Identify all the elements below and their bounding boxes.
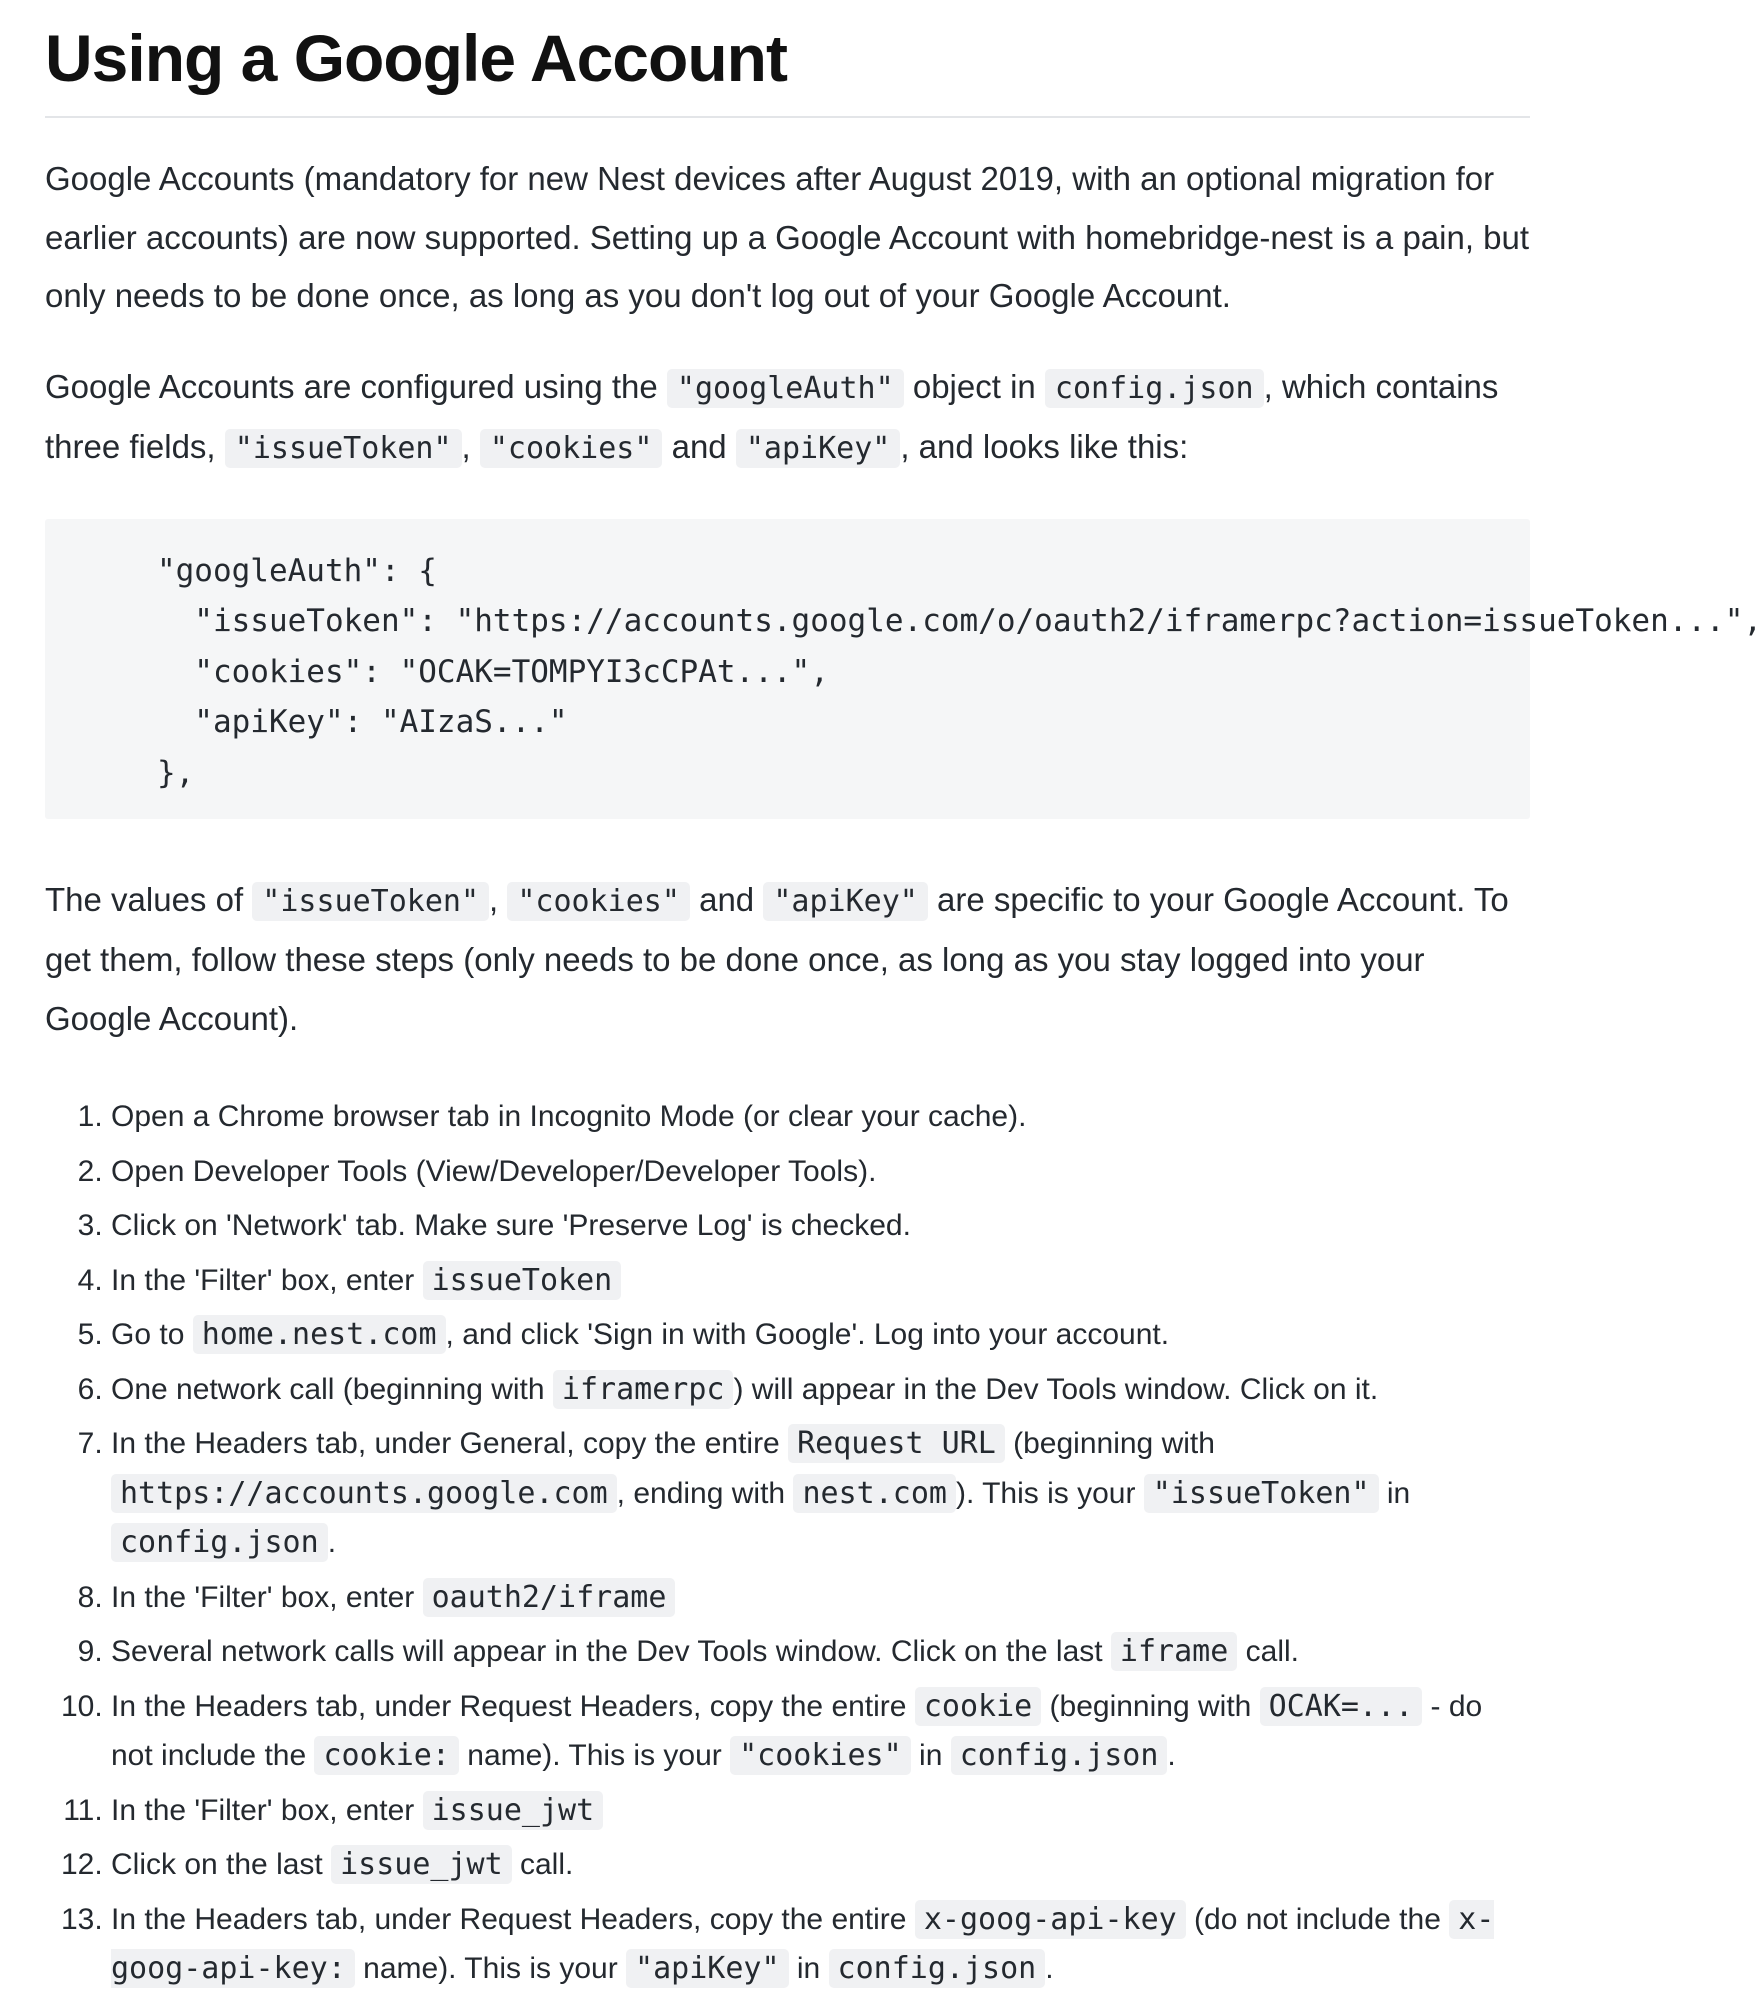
text: Go to bbox=[111, 1318, 193, 1351]
list-item bbox=[111, 1310, 1530, 1360]
config-code-block[interactable] bbox=[45, 519, 1762, 819]
inline-code: cookie bbox=[915, 1687, 1041, 1726]
inline-code: iframe bbox=[1111, 1632, 1237, 1671]
text: and bbox=[662, 428, 736, 465]
inline-code: config.json bbox=[1045, 369, 1264, 408]
text: ). This is your bbox=[955, 1476, 1144, 1510]
text: and bbox=[689, 880, 764, 918]
text: - do not include the bbox=[111, 1689, 1483, 1772]
inline-code: "cookies" bbox=[480, 429, 663, 468]
text: One network call (beginning with bbox=[111, 1372, 553, 1406]
inline-code: "cookies" bbox=[507, 882, 690, 921]
inline-code: issueToken bbox=[423, 1261, 622, 1300]
text: in bbox=[788, 1952, 829, 1985]
text: object in bbox=[903, 367, 1045, 405]
code-line: }, bbox=[45, 754, 195, 791]
inline-code: home.nest.com bbox=[193, 1315, 446, 1354]
inline-code: "issueToken" bbox=[252, 882, 489, 921]
text: The values of bbox=[45, 880, 253, 918]
text: In the 'Filter' box, enter bbox=[111, 1580, 423, 1614]
text: , which contains three fields, bbox=[45, 367, 1499, 465]
inline-code: issue_jwt bbox=[331, 1845, 512, 1884]
list-item bbox=[111, 1840, 1530, 1890]
inline-code: iframerpc bbox=[553, 1370, 734, 1409]
text: , bbox=[489, 880, 508, 918]
inline-code: "apiKey" bbox=[736, 429, 901, 468]
inline-code: x-goog-api-key bbox=[915, 1900, 1186, 1939]
inline-code: Request URL bbox=[788, 1424, 1005, 1463]
code-line: "apiKey": "AIzaS..." bbox=[45, 704, 568, 740]
inline-code: "issueToken" bbox=[1144, 1474, 1379, 1513]
list-item bbox=[111, 1627, 1530, 1677]
text: . bbox=[1045, 1952, 1054, 1985]
list-item: 2. Open Developer Tools (View/Developer/Developer Tools). bbox=[111, 1147, 1530, 1197]
inline-code: config.json bbox=[951, 1736, 1168, 1775]
text: name). This is your bbox=[458, 1739, 731, 1772]
values-paragraph bbox=[45, 871, 1530, 1049]
text: In the Headers tab, under Request Headers, copy the entire bbox=[111, 1689, 915, 1723]
text: Several network calls will appear in the Dev Tools window. Click on the last bbox=[111, 1635, 1111, 1668]
text: Click on the last bbox=[111, 1848, 332, 1881]
text: , bbox=[461, 428, 480, 465]
inline-code: config.json bbox=[111, 1523, 328, 1562]
code-line: "cookies": "OCAK=TOMPYI3cCPAt...", bbox=[45, 653, 829, 690]
inline-code: "issueToken" bbox=[225, 429, 462, 468]
inline-code: OCAK=... bbox=[1260, 1687, 1423, 1726]
text: In the Headers tab, under Request Headers, copy the entire bbox=[111, 1902, 915, 1936]
intro-paragraph: Google Accounts (mandatory for new Nest devices after August 2019, with an optional migration for earlier accounts) are now supported. Setting up a Google Account with homebridge-nest is a pain, but only needs to be done once, as long as you don't log out of your Google Account. bbox=[45, 160, 1530, 314]
list-item bbox=[111, 1682, 1530, 1781]
text: In the Headers tab, under General, copy the entire bbox=[111, 1427, 789, 1460]
inline-code: "cookies" bbox=[730, 1736, 911, 1775]
text: call. bbox=[511, 1848, 574, 1881]
text: In the 'Filter' box, enter bbox=[111, 1263, 423, 1297]
text: , and click 'Sign in with Google'. Log into your account. bbox=[445, 1318, 1170, 1351]
text: . bbox=[327, 1526, 337, 1559]
text: in bbox=[1378, 1476, 1411, 1510]
text: . bbox=[1167, 1739, 1176, 1772]
list-item: 3. Click on 'Network' tab. Make sure 'Preserve Log' is checked. bbox=[111, 1201, 1530, 1251]
text: , and looks like this: bbox=[900, 428, 1189, 465]
list-item bbox=[111, 1573, 1530, 1623]
inline-code: issue_jwt bbox=[423, 1791, 604, 1830]
text: call. bbox=[1237, 1635, 1299, 1668]
list-item bbox=[111, 1419, 1530, 1568]
text: (beginning with bbox=[1004, 1427, 1215, 1460]
list-item bbox=[111, 1256, 1530, 1306]
text: (beginning with bbox=[1041, 1689, 1260, 1723]
text: , ending with bbox=[616, 1476, 794, 1510]
text: In the 'Filter' box, enter bbox=[111, 1793, 423, 1827]
inline-code: "apiKey" bbox=[763, 882, 928, 921]
code-line: "issueToken": "https://accounts.google.com/o/oauth2/iframerpc?action=issueToken...", bbox=[45, 603, 1762, 639]
list-item: 1. Open a Chrome browser tab in Incognito Mode (or clear your cache). bbox=[111, 1092, 1530, 1142]
text: are specific to your Google Account. To get them, follow these steps (only needs to be done once, as long as you stay logged into your Google Account). bbox=[45, 880, 1509, 1037]
code-line: "googleAuth": { bbox=[45, 552, 437, 589]
inline-code: nest.com bbox=[793, 1474, 956, 1513]
text: Google Accounts are configured using the bbox=[45, 367, 667, 405]
inline-code: oauth2/iframe bbox=[423, 1578, 676, 1617]
inline-code: "googleAuth" bbox=[667, 369, 904, 408]
inline-code: https://accounts.google.com bbox=[111, 1474, 617, 1513]
inline-code: "apiKey" bbox=[626, 1949, 789, 1988]
text: in bbox=[910, 1739, 951, 1772]
text: (do not include the bbox=[1185, 1902, 1450, 1936]
inline-code: cookie: bbox=[314, 1736, 458, 1775]
list-item bbox=[111, 1365, 1530, 1415]
text: name). This is your bbox=[354, 1952, 627, 1985]
inline-code: config.json bbox=[829, 1949, 1046, 1988]
page-title: Using a Google Account bbox=[45, 12, 1530, 118]
inline-code: x-goog-api-key: bbox=[111, 1901, 1495, 1986]
steps-list bbox=[45, 1092, 1530, 1994]
config-paragraph bbox=[45, 358, 1530, 479]
text: ) will appear in the Dev Tools window. Click on it. bbox=[733, 1372, 1379, 1406]
list-item bbox=[111, 1786, 1530, 1836]
list-item bbox=[111, 1895, 1530, 1994]
